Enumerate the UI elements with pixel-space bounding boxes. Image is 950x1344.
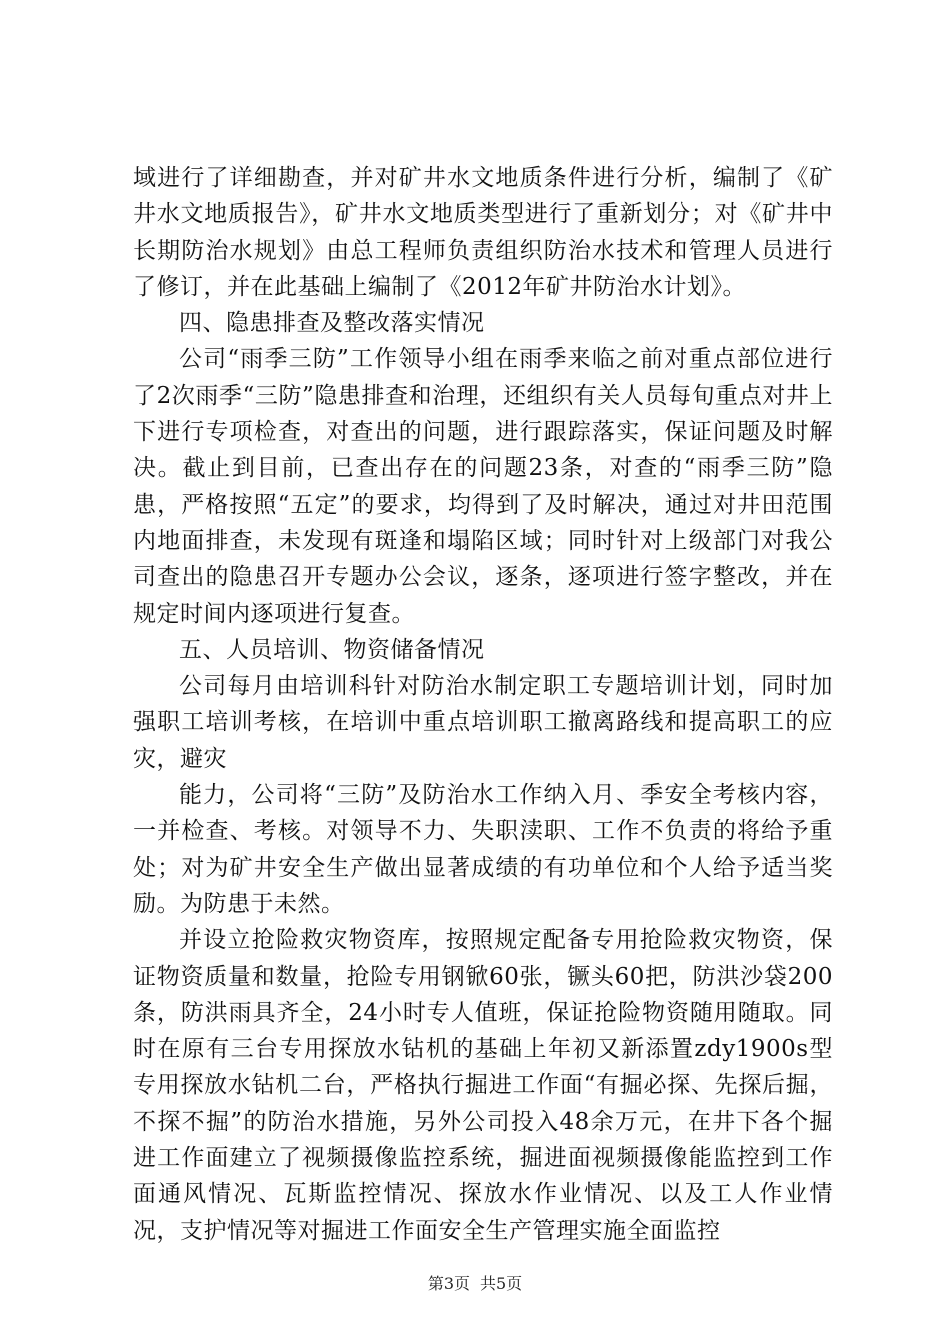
paragraph: 公司“雨季三防”工作领导小组在雨季来临之前对重点部位进行了2次雨季“三防”隐患排查和治理，还组织有关人员每旬重点对井上下进行专项检查，对查出的问题，进行跟踪落实，保证问题及时解决。截止到目前，已查出存在的问题23条，对查的“雨季三防”隐患，严格按照“五定”的要求，均得到了及时解决，通过对井田范围内地面排查，未发现有斑逢和塌陷区域；同时针对上级部门对我公司查出的隐患召开专题办公会议，逐条，逐项进行签字整改，并在规定时间内逐项进行复查。 [133,346,833,627]
paragraph: 能力，公司将“三防”及防治水工作纳入月、季安全考核内容，一并检查、考核。对领导不力、失职渎职、工作不负责的将给予重处；对为矿井安全生产做出显著成绩的有功单位和个人给予适当奖励。为防患于未然。 [133,782,833,917]
paragraph: 域进行了详细勘查，并对矿井水文地质条件进行分析，编制了《矿井水文地质报告》，矿井水文地质类型进行了重新划分；对《矿井中长期防治水规划》由总工程师负责组织防治水技术和管理人员进行了修订，并在此基础上编制了《2012年矿井防治水计划》。 [133,165,833,300]
paragraph: 并设立抢险救灾物资库，按照规定配备专用抢险救灾物资，保证物资质量和数量，抢险专用钢锨60张，镢头60把，防洪沙袋200条，防洪雨具齐全，24小时专人值班，保证抢险物资随用随取。同时在原有三台专用探放水钻机的基础上年初又新添置zdy1900s型专用探放水钻机二台，严格执行掘进工作面“有掘必探、先探后掘，不探不掘”的防治水措施，另外公司投入48余万元，在井下各个掘进工作面建立了视频摄像监控系统，掘进面视频摄像能监控到工作面通风情况、瓦斯监控情况、探放水作业情况、以及工人作业情况，支护情况等对掘进工作面安全生产管理实施全面监控 [133,927,833,1244]
page-footer [0,1274,950,1294]
section-heading: 四、隐患排查及整改落实情况 [179,310,485,337]
section-heading: 五、人员培训、物资储备情况 [179,636,485,663]
page-total: 共5页 [480,1274,523,1293]
paragraph: 公司每月由培训科针对防治水制定职工专题培训计划，同时加强职工培训考核，在培训中重点培训职工撤离路线和提高职工的应灾，避灾 [133,673,833,772]
document-body [133,160,833,1249]
page-number: 第3页 [427,1274,470,1293]
